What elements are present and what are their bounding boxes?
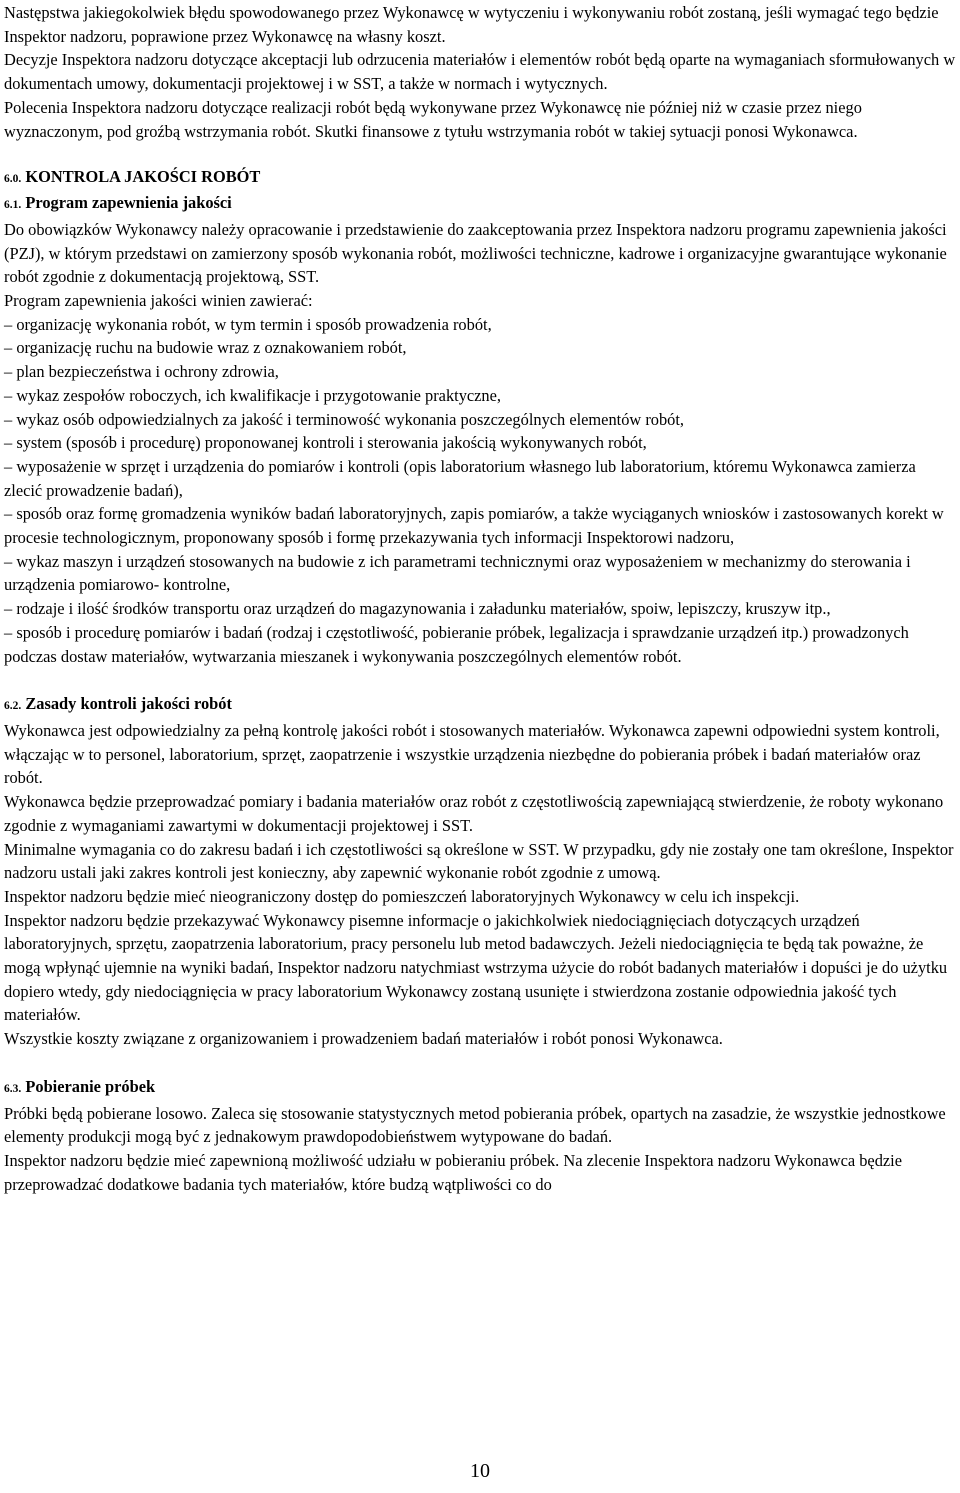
list-dash: – <box>4 362 13 382</box>
list-dash: – <box>4 551 13 571</box>
list-dash: – <box>4 599 13 619</box>
subsection-6-2-heading <box>4 692 958 719</box>
list-item-text: wykaz osób odpowiedzialnych za jakość i terminowość wykonania poszczególnych elementów robót, <box>16 409 685 429</box>
subsection-6-3-number: 6.3. <box>4 1082 22 1095</box>
list-dash: – <box>4 385 13 405</box>
spacer <box>4 668 958 692</box>
s62-paragraph-2: Wykonawca będzie przeprowadzać pomiary i badania materiałów oraz robót z częstotliwością zapewniającą stwierdzenie, że roboty wykonano zgodnie z wymaganiami zawartymi w dokumentacji projektowej i SST. <box>4 792 944 835</box>
s63-paragraph-2: Inspektor nadzoru będzie mieć zapewnioną możliwość udziału w pobieraniu próbek. Na zlecenie Inspektora nadzoru Wykonawca będzie przeprowadzać dodatkowe badania tych materiałów, które budzą wątpliwości co do <box>4 1150 903 1194</box>
list-item <box>4 313 958 337</box>
subsection-6-2-number: 6.2. <box>4 700 22 713</box>
list-item <box>4 360 958 384</box>
s62-paragraph-6: Wszystkie koszty związane z organizowaniem i prowadzeniem badań materiałów i robót ponosi Wykonawca. <box>4 1029 723 1049</box>
list-item-text: wykaz zespołów roboczych, ich kwalifikacje i przygotowanie praktyczne, <box>16 385 502 405</box>
list-item <box>4 550 958 597</box>
list-dash: – <box>4 314 13 334</box>
list-item-text: organizację ruchu na budowie wraz z oznakowaniem robót, <box>16 338 407 358</box>
s62-paragraph-1: Wykonawca jest odpowiedzialny za pełną kontrolę jakości robót i stosowanych materiałów. Wykonawca zapewni odpowiedni system kontroli, włączając w to personel, laboratorium, sprzęt, zaopatrzenie i wszystkie urządzenia niezbędne do pobierania próbek i badań materiałów oraz robót. <box>4 720 940 788</box>
s61-paragraph-1: Do obowiązków Wykonawcy należy opracowanie i przedstawienie do zaakceptowania przez Inspektora nadzoru programu zapewnienia jakości (PZJ), w którym przedstawi on zamierzony sposób wykonania robót, możliwości techniczne, kadrowe i organizacyjne gwarantujące wykonanie robót zgodnie z dokumentacją projektową, SST. <box>4 219 947 287</box>
pzj-requirements-list <box>4 313 958 669</box>
list-dash: – <box>4 409 13 429</box>
intro-paragraph-3: Polecenia Inspektora nadzoru dotyczące realizacji robót będą wykonywane przez Wykonawcę nie później niż w czasie przez niego wyznaczonym, pod groźbą wstrzymania robót. Skutki finansowe z tytułu wstrzymania robót w takiej sytuacji ponosi Wykonawca. <box>4 97 862 141</box>
list-item <box>4 431 958 455</box>
list-item <box>4 502 958 549</box>
list-item <box>4 455 958 502</box>
list-item-text: wyposażenie w sprzęt i urządzenia do pomiarów i kontroli (opis laboratorium własnego lub laboratorium, któremu Wykonawca zamierza zlecić prowadzenie badań), <box>4 456 916 500</box>
list-dash: – <box>4 504 13 524</box>
section-heading <box>4 165 958 191</box>
subsection-6-1-title: Program zapewnienia jakości <box>25 193 232 213</box>
list-item-text: system (sposób i procedurę) proponowanej kontroli i sterowania jakością wykonywanych robót, <box>16 433 647 453</box>
page-number: 10 <box>470 1460 490 1482</box>
list-item-text: wykaz maszyn i urządzeń stosowanych na budowie z ich parametrami technicznymi oraz wyposażeniem w mechanizmy do sterowania i urządzenia pomiarowo- kontrolne, <box>4 551 911 595</box>
list-dash: – <box>4 622 13 642</box>
s63-paragraph-1: Próbki będą pobierane losowo. Zaleca się stosowanie statystycznych metod pobierania próbek, opartych na zasadzie, że wszystkie jednostkowe elementy produkcji mogą być z jednakowym prawdopodobieństwem wytypowane do badań. <box>4 1103 946 1147</box>
s62-paragraph-3: Minimalne wymagania co do zakresu badań i ich częstotliwości są określone w SST. W przypadku, gdy nie zostały one tam określone, Inspektor nadzoru ustali jaki zakres kontroli jest konieczny, aby zapewnić wykonanie robót zgodnie z umową. <box>4 839 954 883</box>
s62-paragraph-5: Inspektor nadzoru będzie przekazywać Wykonawcy pisemne informacje o jakichkolwiek niedociągnięciach dotyczących urządzeń laboratoryjnych, sprzętu, zaopatrzenia laboratorium, pracy personelu lub metod badawczych. Jeżeli niedociągnięcia te będą tak poważne, że mogą wpłynąć ujemnie na wyniki badań, Inspektor nadzoru natychmiast wstrzyma użycie do robót badanych materiałów i dopuści je do użytku dopiero wtedy, gdy niedociągnięcia w pracy laboratorium Wykonawcy zostaną usunięte i stwierdzona zostanie odpowiednia jakość tych materiałów. <box>4 910 948 1025</box>
subsection-6-3-title: Pobieranie próbek <box>25 1076 156 1096</box>
list-item <box>4 597 958 621</box>
list-dash: – <box>4 338 13 358</box>
intro-paragraph-2: Decyzje Inspektora nadzoru dotyczące akceptacji lub odrzucenia materiałów i elementów robót będą oparte na wymaganiach sformułowanych w dokumentach umowy, dokumentacji projektowej i w SST, a także w normach i wytycznych. <box>4 50 956 94</box>
subsection-6-1-number: 6.1. <box>4 199 22 212</box>
list-item-text: plan bezpieczeństwa i ochrony zdrowia, <box>16 362 279 382</box>
intro-paragraph-1: Następstwa jakiegokolwiek błędu spowodowanego przez Wykonawcę w wytyczeniu i wykonywaniu robót zostaną, jeśli wymagać tego będzie Inspektor nadzoru, poprawione przez Wykonawcę na własny koszt. <box>4 3 939 46</box>
section-number: 6.0. <box>4 173 22 186</box>
list-item <box>4 621 958 668</box>
s61-paragraph-2: Program zapewnienia jakości winien zawierać: <box>4 291 313 311</box>
section-title: KONTROLA JAKOŚCI ROBÓT <box>25 167 261 187</box>
list-item-text: organizację wykonania robót, w tym termin i sposób prowadzenia robót, <box>16 314 492 334</box>
subsection-6-2-title: Zasady kontroli jakości robót <box>25 694 232 714</box>
list-item <box>4 408 958 432</box>
spacer <box>4 1051 958 1075</box>
subsection-6-3-heading <box>4 1075 958 1102</box>
s62-paragraph-4: Inspektor nadzoru będzie mieć nieograniczony dostęp do pomieszczeń laboratoryjnych Wykonawcy w celu ich inspekcji. <box>4 886 800 906</box>
list-dash: – <box>4 456 13 476</box>
list-item-text: sposób i procedurę pomiarów i badań (rodzaj i częstotliwość, pobieranie próbek, legalizacja i sprawdzanie urządzeń itp.) prowadzonych podczas dostaw materiałów, wytwarzania mieszanek i wykonywania poszczególnych elementów robót. <box>4 622 909 666</box>
list-dash: – <box>4 433 13 453</box>
list-item <box>4 384 958 408</box>
list-item <box>4 336 958 360</box>
spacer <box>4 143 958 165</box>
list-item-text: rodzaje i ilość środków transportu oraz urządzeń do magazynowania i załadunku materiałów, spoiw, lepiszczy, kruszyw itp., <box>16 599 831 619</box>
subsection-6-1-heading <box>4 191 958 218</box>
list-item-text: sposób oraz formę gromadzenia wyników badań laboratoryjnych, zapis pomiarów, a także wyciąganych wniosków i zastosowanych korekt w procesie technologicznym, proponowany sposób i formę przekazywania tych informacji Inspektorowi nadzoru, <box>4 504 944 548</box>
